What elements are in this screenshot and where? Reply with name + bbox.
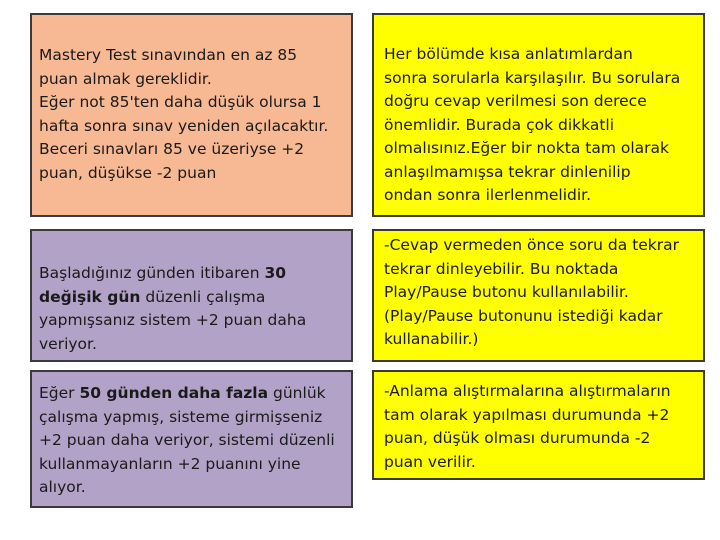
mastery-test-text [39,44,328,185]
thirty-line-1-bold: 30 [264,264,287,282]
fifty-line-4: kullanmayanların +2 puanını yine [39,454,301,473]
mastery-line-1: Mastery Test sınavından en az 85 [39,46,298,64]
sections-line-2: sonra sorularla karşılaşılır. Bu sorulara [384,68,681,87]
play-pause-text [384,234,679,352]
sections-line-6: anlaşılmamışsa tekrar dinlenilip [384,162,631,181]
thirty-line-3: yapmışsanız sistem +2 puan daha [39,311,307,329]
thirty-days-text [39,262,306,356]
thirty-line-2-bold: değişik gün [39,287,141,306]
fifty-line-1-pre: Eğer [39,384,80,402]
listening-line-2: tam olarak yapılması durumunda +2 [384,405,670,424]
playpause-line-5: kullanabilir.) [384,330,479,348]
mastery-line-2: puan almak gereklidir. [39,69,212,88]
listening-line-3: puan, düşük olması durumunda -2 [384,429,651,447]
mastery-line-4: hafta sonra sınav yeniden açılacaktır. [39,116,329,135]
playpause-line-1: -Cevap vermeden önce soru da tekrar [384,236,680,254]
fifty-line-2: çalışma yapmış, sisteme girmişseniz [39,407,323,426]
sections-text [384,43,680,208]
playpause-line-4: (Play/Pause butonunu istediği kadar [384,306,663,325]
fifty-days-text [39,382,335,500]
thirty-line-1-pre: Başladığınız günden itibaren [39,264,265,282]
thirty-line-1 [39,262,306,286]
fifty-line-1-bold: 50 günden daha fazla [79,384,269,402]
sections-line-3: doğru cevap verilmesi son derece [384,92,647,110]
sections-line-4: önemlidir. Burada çok dikkatli [384,115,615,134]
playpause-line-2: tekrar dinleyebilir. Bu noktada [384,259,619,278]
thirty-line-2-post: düzenli çalışma [140,287,266,306]
fifty-line-1 [39,382,335,406]
mastery-line-3: Eğer not 85'ten daha düşük olursa 1 [39,93,322,111]
listening-text [384,380,671,474]
fifty-line-5: alıyor. [39,478,86,496]
sections-line-1: Her bölümde kısa anlatımlardan [384,45,633,63]
listening-line-4: puan verilir. [384,452,476,471]
thirty-line-4: veriyor. [39,334,97,353]
thirty-line-2 [39,286,306,310]
sections-line-7: ondan sonra ilerlenmelidir. [384,186,592,204]
playpause-line-3: Play/Pause butonu kullanılabilir. [384,283,629,301]
mastery-line-5: Beceri sınavları 85 ve üzeriyse +2 [39,140,305,158]
fifty-line-3: +2 puan daha veriyor, sistemi düzenli [39,431,335,449]
listening-line-1: -Anlama alıştırmalarına alıştırmaların [384,382,671,400]
mastery-line-6: puan, düşükse -2 puan [39,163,217,182]
sections-line-5: olmalısınız.Eğer bir nokta tam olarak [384,139,670,157]
fifty-line-1-post: günlük [268,384,326,402]
